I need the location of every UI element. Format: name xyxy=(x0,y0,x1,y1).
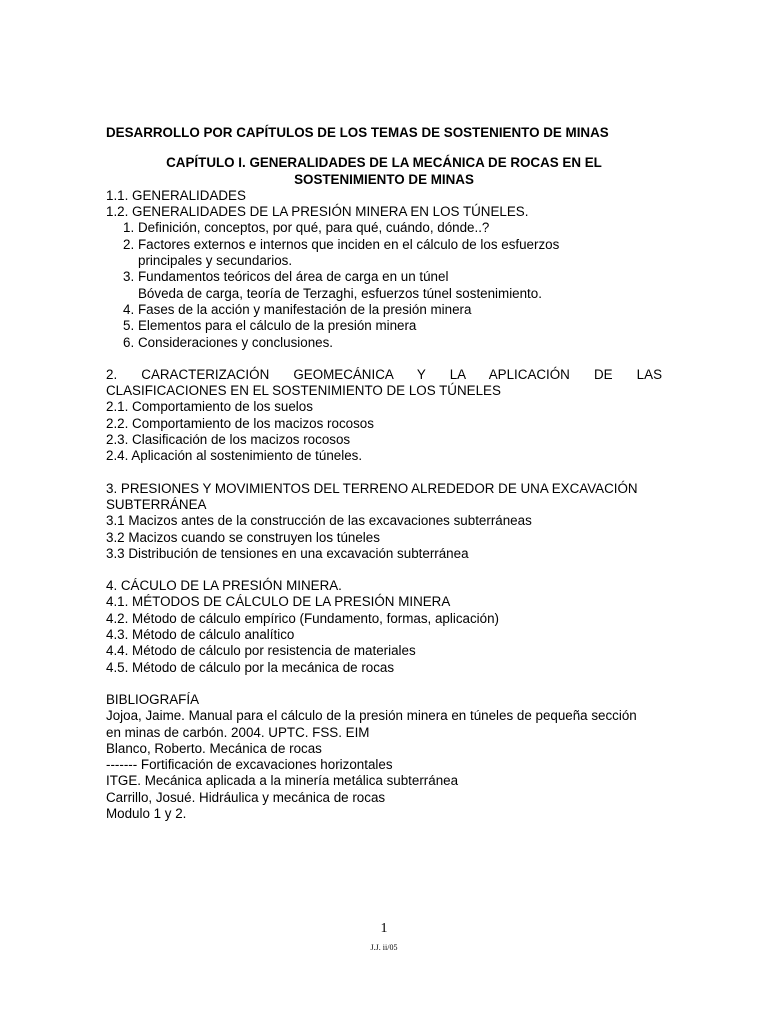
list-item xyxy=(123,220,662,236)
chapter-2-title-line2: CLASIFICACIONES EN EL SOSTENIMIENTO DE LOS TÚNELES xyxy=(106,383,501,399)
bibliography-entry: en minas de carbón. 2004. UPTC. FSS. EIM xyxy=(106,724,370,740)
list-item-number: 2. xyxy=(123,236,135,252)
bibliography-entry: ITGE. Mecánica aplicada a la minería metálica subterránea xyxy=(106,773,459,789)
chapter-4-item: 4.5. Método de cálculo por la mecánica de rocas xyxy=(106,659,395,675)
list-item xyxy=(123,302,662,318)
chapter-1-title xyxy=(106,155,662,188)
list-item-number: 3. xyxy=(123,269,135,285)
chapter-1-list xyxy=(106,220,662,350)
list-item-text: Fases de la acción y manifestación de la presión minera xyxy=(138,301,472,317)
section-1-1: 1.1. GENERALIDADES xyxy=(106,187,246,203)
chapter-1-title-line2: SOSTENIMIENTO DE MINAS xyxy=(294,171,474,187)
bibliography-entry: Blanco, Roberto. Mecánica de rocas xyxy=(106,740,322,756)
chapter-4-item: 4.2. Método de cálculo empírico (Fundamento, formas, aplicación) xyxy=(106,610,499,626)
chapter-4-item: 4.1. MÉTODOS DE CÁLCULO DE LA PRESIÓN MINERA xyxy=(106,594,451,610)
chapter-4-item: 4.3. Método de cálculo analítico xyxy=(106,627,295,643)
list-item-text: Factores externos e internos que inciden en el cálculo de los esfuerzos xyxy=(138,236,560,252)
list-item-text: Definición, conceptos, por qué, para qué, cuándo, dónde..? xyxy=(138,220,490,236)
chapter-2-item: 2.4. Aplicación al sostenimiento de túneles. xyxy=(106,448,363,464)
chapter-4-title: 4. CÁCULO DE LA PRESIÓN MINERA. xyxy=(106,578,342,594)
list-item-continuation: Bóveda de carga, teoría de Terzaghi, esfuerzos túnel sostenimiento. xyxy=(138,285,542,301)
list-item-number: 4. xyxy=(123,301,135,317)
chapter-3-title-line1: 3. PRESIONES Y MOVIMIENTOS DEL TERRENO ALREDEDOR DE UNA EXCAVACIÓN xyxy=(106,480,638,496)
list-item-text: Elementos para el cálculo de la presión minera xyxy=(138,318,417,334)
page-number: 1 xyxy=(380,921,388,936)
list-item xyxy=(123,237,662,253)
list-item xyxy=(123,335,662,351)
list-item-number: 1. xyxy=(123,220,135,236)
chapter-2-item: 2.3. Clasificación de los macizos rocosos xyxy=(106,432,351,448)
chapter-2-item: 2.2. Comportamiento de los macizos rocosos xyxy=(106,415,374,431)
list-item-text: Consideraciones y conclusiones. xyxy=(138,334,334,350)
bibliography-entry: Modulo 1 y 2. xyxy=(106,805,187,821)
chapter-4-item: 4.4. Método de cálculo por resistencia de materiales xyxy=(106,643,416,659)
section-1-2: 1.2. GENERALIDADES DE LA PRESIÓN MINERA EN LOS TÚNELES. xyxy=(106,204,529,220)
list-item xyxy=(123,269,662,285)
footer-note: J.J. ii/05 xyxy=(370,943,398,952)
document-body xyxy=(106,125,662,822)
list-item-number: 5. xyxy=(123,318,135,334)
chapter-2-item: 2.1. Comportamiento de los suelos xyxy=(106,399,313,415)
bibliography-title: BIBLIOGRAFÍA xyxy=(106,691,200,707)
bibliography-entry: Carrillo, Josué. Hidráulica y mecánica de rocas xyxy=(106,789,386,805)
list-item-continuation: principales y secundarios. xyxy=(138,253,293,269)
chapter-3-item: 3.2 Macizos cuando se construyen los túneles xyxy=(106,529,380,545)
chapter-3-title-line2: SUBTERRÁNEA xyxy=(106,496,207,512)
list-item xyxy=(123,318,662,334)
chapter-1-title-line1: CAPÍTULO I. GENERALIDADES DE LA MECÁNICA DE ROCAS EN EL xyxy=(166,155,602,171)
document-title: DESARROLLO POR CAPÍTULOS DE LOS TEMAS DE SOSTENIENTO DE MINAS xyxy=(106,125,609,140)
chapter-2-title-line1: 2. CARACTERIZACIÓN GEOMECÁNICA Y LA APLICACIÓN DE LAS xyxy=(106,366,662,382)
chapter-3-item: 3.3 Distribución de tensiones en una excavación subterránea xyxy=(106,545,469,561)
list-item-number: 6. xyxy=(123,334,135,350)
list-item-text: Fundamentos teóricos del área de carga en un túnel xyxy=(138,269,449,285)
bibliography-entry: Jojoa, Jaime. Manual para el cálculo de la presión minera en túneles de pequeña sección xyxy=(106,708,637,724)
bibliography-entry: ------- Fortificación de excavaciones horizontales xyxy=(106,757,393,773)
chapter-3-item: 3.1 Macizos antes de la construcción de las excavaciones subterráneas xyxy=(106,513,532,529)
